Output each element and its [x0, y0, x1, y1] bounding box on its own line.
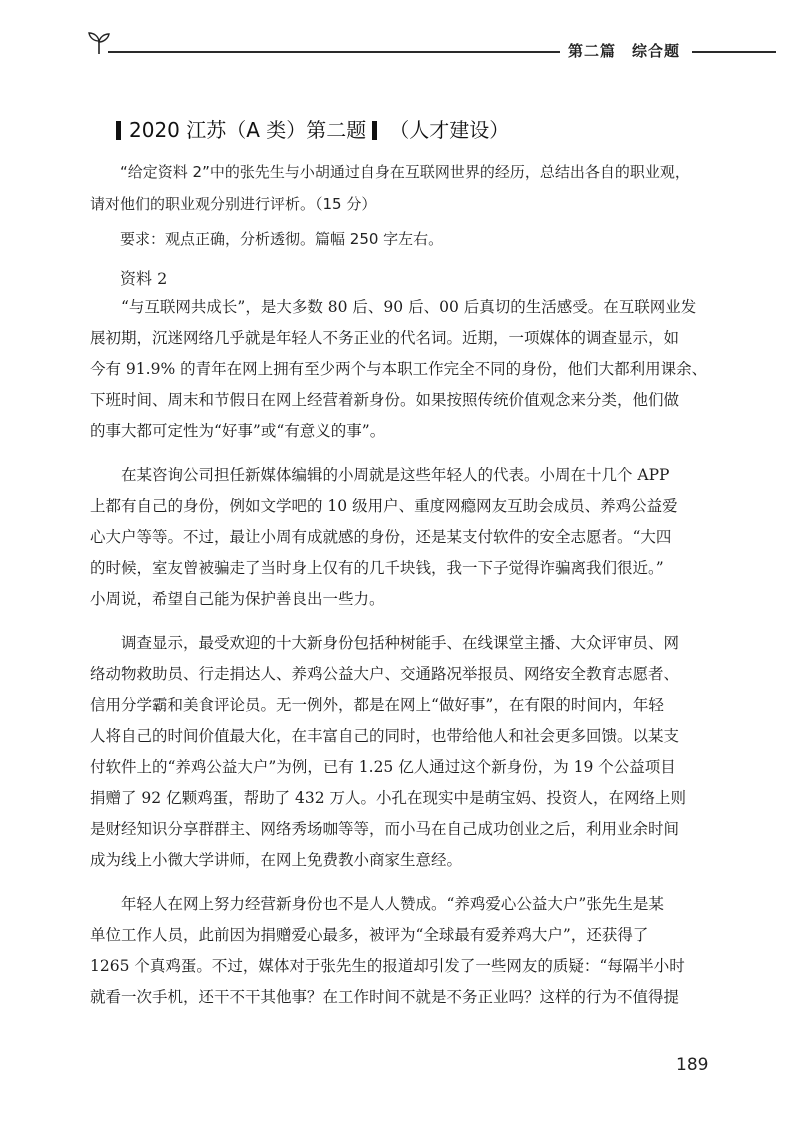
text-line: 是财经知识分享群群主、网络秀场咖等等，而小马在自己成功创业之后，利用业余时间 — [90, 820, 680, 838]
material-body — [90, 292, 708, 1026]
text-line: 捐赠了 92 亿颗鸡蛋，帮助了 432 万人。小孔在现实中是萌宝妈、投资人，在网络上则 — [90, 789, 687, 807]
text-line: 络动物救助员、行走捐达人、养鸡公益大户、交通路况举报员、网络安全教育志愿者、 — [90, 665, 680, 683]
text-line: 调查显示，最受欢迎的十大新身份包括种树能手、在线课堂主播、大众评审员、网 — [121, 634, 680, 652]
running-header — [568, 40, 696, 61]
title-main: 2020 江苏（A 类）第二题 — [129, 118, 367, 142]
text-line: “与互联网共成长”，是大多数 80 后、90 后、00 后真切的生活感受。在互联网业发 — [121, 298, 697, 316]
question-line-2: 请对他们的职业观分别进行评析。（15 分） — [90, 195, 377, 213]
text-line: 展初期，沉迷网络几乎就是年轻人不务正业的代名词。近期，一项媒体的调查显示，如 — [90, 329, 680, 347]
header-section: 第二篇 — [568, 42, 617, 60]
header-chapter: 综合题 — [632, 42, 681, 60]
header-rule-right — [692, 51, 776, 53]
material-title: 资料 2 — [120, 269, 168, 288]
text-line: 成为线上小微大学讲师，在网上免费教小商家生意经。 — [90, 851, 463, 869]
title-topic: （人才建设） — [389, 118, 510, 142]
text-line: 就看一次手机，还干不干其他事？在工作时间不就是不务正业吗？这样的行为不值得提 — [90, 988, 680, 1006]
text-line: 年轻人在网上努力经营新身份也不是人人赞成。“养鸡爱心公益大户”张先生是某 — [121, 895, 664, 913]
text-line: 1265 个真鸡蛋。不过，媒体对于张先生的报道却引发了一些网友的质疑：“每隔半小时 — [90, 957, 685, 975]
text-line: 小周说，希望自己能为保护善良出一些力。 — [90, 590, 385, 608]
question-text — [90, 156, 730, 220]
text-line: 今有 91.9% 的青年在网上拥有至少两个与本职工作完全不同的身份，他们大都利用课余、 — [90, 360, 708, 378]
text-line: 在某咨询公司担任新媒体编辑的小周就是这些年轻人的代表。小周在十几个 APP — [121, 466, 670, 484]
text-line: 心大户等等。不过，最让小周有成就感的身份，还是某支付软件的安全志愿者。“大四 — [90, 528, 672, 546]
title-bar-left — [116, 121, 121, 140]
text-line: 上都有自己的身份，例如文学吧的 10 级用户、重度网瘾网友互助会成员、养鸡公益爱 — [90, 497, 678, 515]
text-line: 下班时间、周末和节假日在网上经营着新身份。如果按照传统价值观念来分类，他们做 — [90, 391, 680, 409]
paragraph — [90, 628, 700, 876]
text-line: 的事大都可定性为“好事”或“有意义的事”。 — [90, 422, 386, 440]
text-line: 人将自己的时间价值最大化，在丰富自己的同时，也带给他人和社会更多回馈。以某支 — [90, 727, 680, 745]
header-rule-left — [108, 51, 560, 53]
text-line: 付软件上的“养鸡公益大户”为例，已有 1.25 亿人通过这个新身份，为 19 个公益项目 — [90, 758, 676, 776]
paragraph — [90, 889, 700, 1013]
question-title — [116, 114, 509, 143]
text-line: 信用分学霸和美食评论员。无一例外，都是在网上“做好事”，在有限的时间内，年轻 — [90, 696, 664, 714]
paragraph — [90, 460, 700, 615]
title-bar-right — [372, 121, 377, 140]
question-line-1: “给定资料 2”中的张先生与小胡通过自身在互联网世界的经历，总结出各自的职业观， — [120, 163, 690, 181]
page-number: 189 — [676, 1055, 709, 1075]
text-line: 的时候，室友曾被骗走了当时身上仅有的几千块钱，我一下子觉得诈骗离我们很近。” — [90, 559, 664, 577]
requirement-text: 要求：观点正确，分析透彻。篇幅 250 字左右。 — [120, 230, 444, 248]
text-line: 单位工作人员，此前因为捐赠爱心最多，被评为“全球最有爱养鸡大户”，还获得了 — [90, 926, 649, 944]
paragraph — [90, 292, 708, 447]
